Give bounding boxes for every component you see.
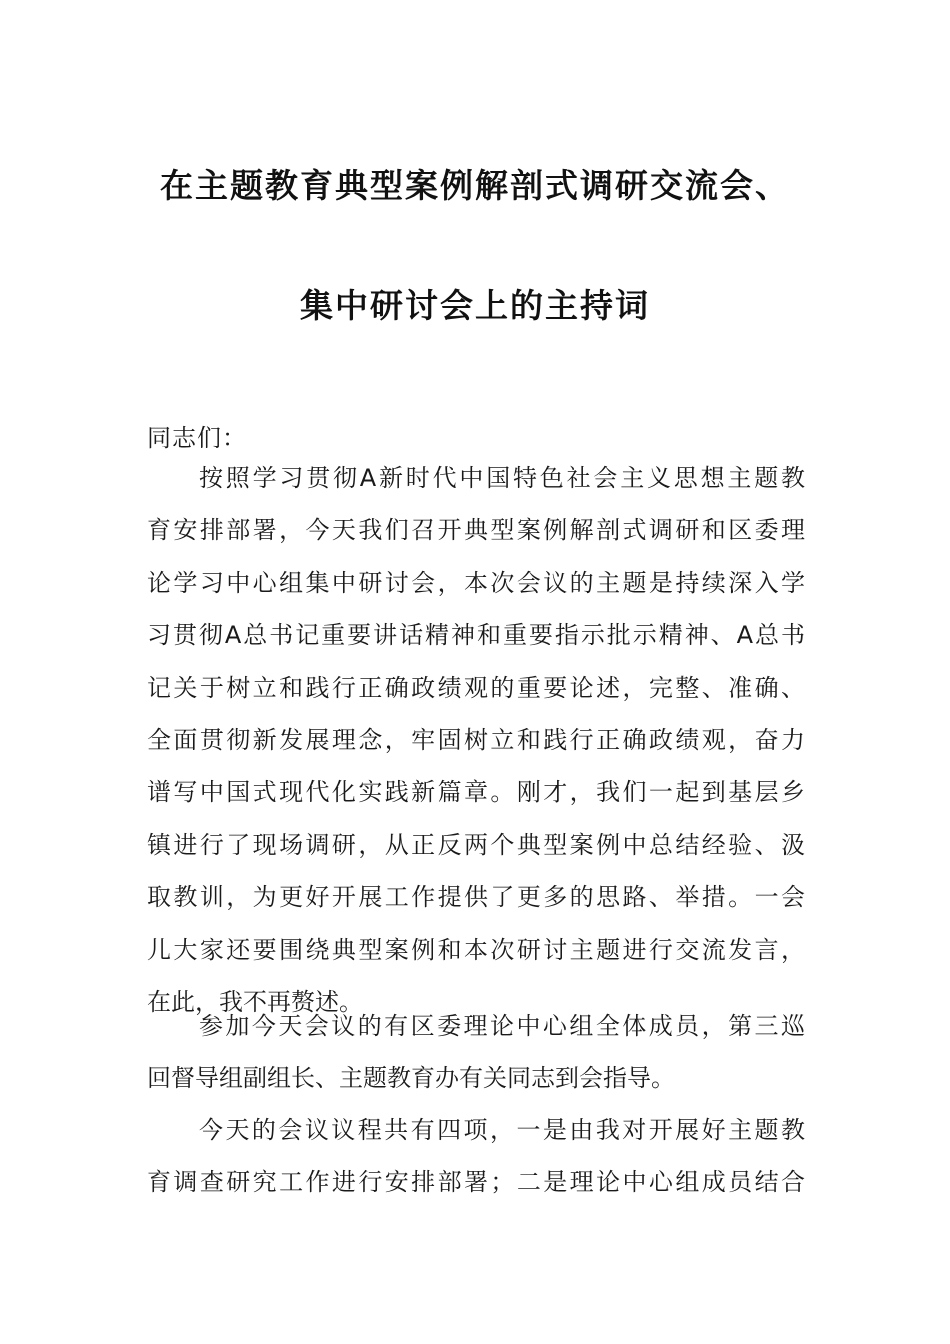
paragraph-line: 今天的会议议程共有四项，一是由我对开展好主题教 [199,1116,805,1144]
paragraph-line: 育安排部署，今天我们召开典型案例解剖式调研和区委理 [147,516,805,545]
paragraph-line: 全面贯彻新发展理念，牢固树立和践行正确政绩观，奋力 [147,725,805,754]
paragraph-line: 谱写中国式现代化实践新篇章。刚才，我们一起到基层乡 [147,778,805,807]
paragraph-line: 参加今天会议的有区委理论中心组全体成员，第三巡 [199,1012,805,1040]
greeting: 同志们： [147,424,247,452]
paragraph-line: 回督导组副组长、主题教育办有关同志到会指导。 [147,1064,675,1093]
paragraph-line: 在此，我不再赘述。 [147,987,363,1016]
paragraph-line: 镇进行了现场调研，从正反两个典型案例中总结经验、汲 [147,830,805,859]
paragraph-2 [147,1000,805,1105]
paragraph-line: 论学习中心组集中研讨会，本次会议的主题是持续深入学 [147,568,805,597]
paragraph-line: 记关于树立和践行正确政绩观的重要论述，完整、准确、 [147,673,805,702]
paragraph-1 [147,452,805,1028]
paragraph-line: 按照学习贯彻A新时代中国特色社会主义思想主题教 [199,464,805,492]
document-title-line-1: 在主题教育典型案例解剖式调研交流会、 [160,166,790,205]
paragraph-line: 儿大家还要围绕典型案例和本次研讨主题进行交流发言， [147,935,805,964]
paragraph-line: 习贯彻A总书记重要讲话精神和重要指示批示精神、A总书 [147,621,805,650]
paragraph-line: 取教训，为更好开展工作提供了更多的思路、举措。一会 [147,883,805,912]
paragraph-3 [147,1104,805,1209]
document-title-line-2: 集中研讨会上的主持词 [300,286,650,325]
paragraph-line: 育调查研究工作进行安排部署；二是理论中心组成员结合 [147,1168,805,1197]
